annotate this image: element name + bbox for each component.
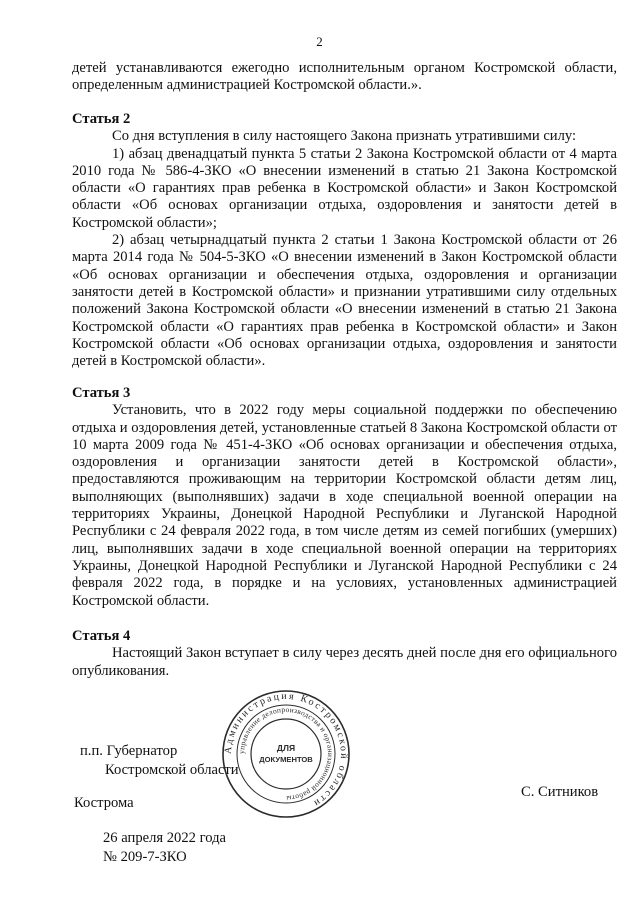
signing-date: 26 апреля 2022 года	[103, 830, 226, 846]
article-4-text: Настоящий Закон вступает в силу через десять дней после дня его официального опубликования.	[72, 645, 617, 679]
article-3-heading: Статья 3	[72, 385, 131, 401]
page-number: 2	[316, 34, 323, 49]
law-number: № 209-7-ЗКО	[103, 849, 187, 865]
article-3-text: Установить, что в 2022 году меры социальной поддержки по обеспечению отдыха и оздоровления детей, установленные статьей 8 Закона Костромской области от 10 марта 2009 года № 451-4-ЗКО «Об основах организации и обеспечения отдыха, оздоровления и организации занятости детей в Костромской области», предоставляются проживающим на территории Костромской области детям лиц, выполняющих (выполнявших) задачи в ходе специальной военной операции на территориях Украины, Донецкой Народной Республики и Луганской Народной Республики с 24 февраля 2022 года, в том числе детям из семей погибших (умерших) лиц, выполнявших задачи в ходе специальной военной операции на территориях Украины, Донецкой Народной Республики и Луганской Народной Республики с 24 февраля 2022 года, в порядке и на условиях, установленных администрацией Костромской области.	[72, 402, 617, 609]
signing-city: Кострома	[74, 795, 134, 811]
article-4	[72, 628, 617, 680]
signatory-name: С. Ситников	[521, 784, 599, 800]
intro-paragraph	[72, 60, 617, 95]
signatory-region: Костромской области	[105, 762, 239, 778]
article-4-heading: Статья 4	[72, 628, 131, 644]
article-2-heading: Статья 2	[72, 111, 131, 127]
article-3	[72, 385, 617, 610]
official-stamp	[220, 688, 352, 820]
signatory-title: п.п. Губернатор	[80, 743, 178, 759]
intro-text: детей устанавливаются ежегодно исполнительным органом Костромской области, определенным администрацией Костромской области.».	[72, 60, 617, 94]
stamp-outer-text: Администрация Костромской области	[222, 690, 350, 810]
article-2-item-1: 1) абзац двенадцатый пункта 5 статьи 2 Закона Костромской области от 4 марта 2010 года № 586-4-ЗКО «О внесении изменений в статью 21 Закона Костромской области «О гарантиях прав ребенка в Костромской области» и Закон Костромской области «Об основах организации отдыха, оздоровления и занятости детей в Костромской области»;	[72, 145, 617, 231]
article-2	[72, 111, 617, 370]
stamp-center-line-2: ДОКУМЕНТОВ	[259, 755, 313, 764]
article-2-item-2: 2) абзац четырнадцатый пункта 2 статьи 1 Закона Костромской области от 26 марта 2014 года № 504-5-ЗКО «О внесении изменений в Закон Костромской области «Об основах организации и обеспечения отдыха, оздоровления и организации занятости детей в Костромской области» и признании утратившими силу отдельных положений Закона Костромской области «О внесении изменений в статью 21 Закона Костромской области «О гарантиях прав ребенка в Костромской области» и Закон Костромской области «Об основах организации отдыха, оздоровления и занятости детей в Костромской области».	[72, 232, 617, 370]
stamp-center-line-1: ДЛЯ	[276, 743, 296, 753]
article-2-lead: Со дня вступления в силу настоящего Закона признать утратившими силу:	[112, 128, 577, 145]
stamp-seal-icon	[220, 688, 352, 820]
stamp-inner-text: управление делопроизводства и организационной работы	[236, 704, 336, 804]
